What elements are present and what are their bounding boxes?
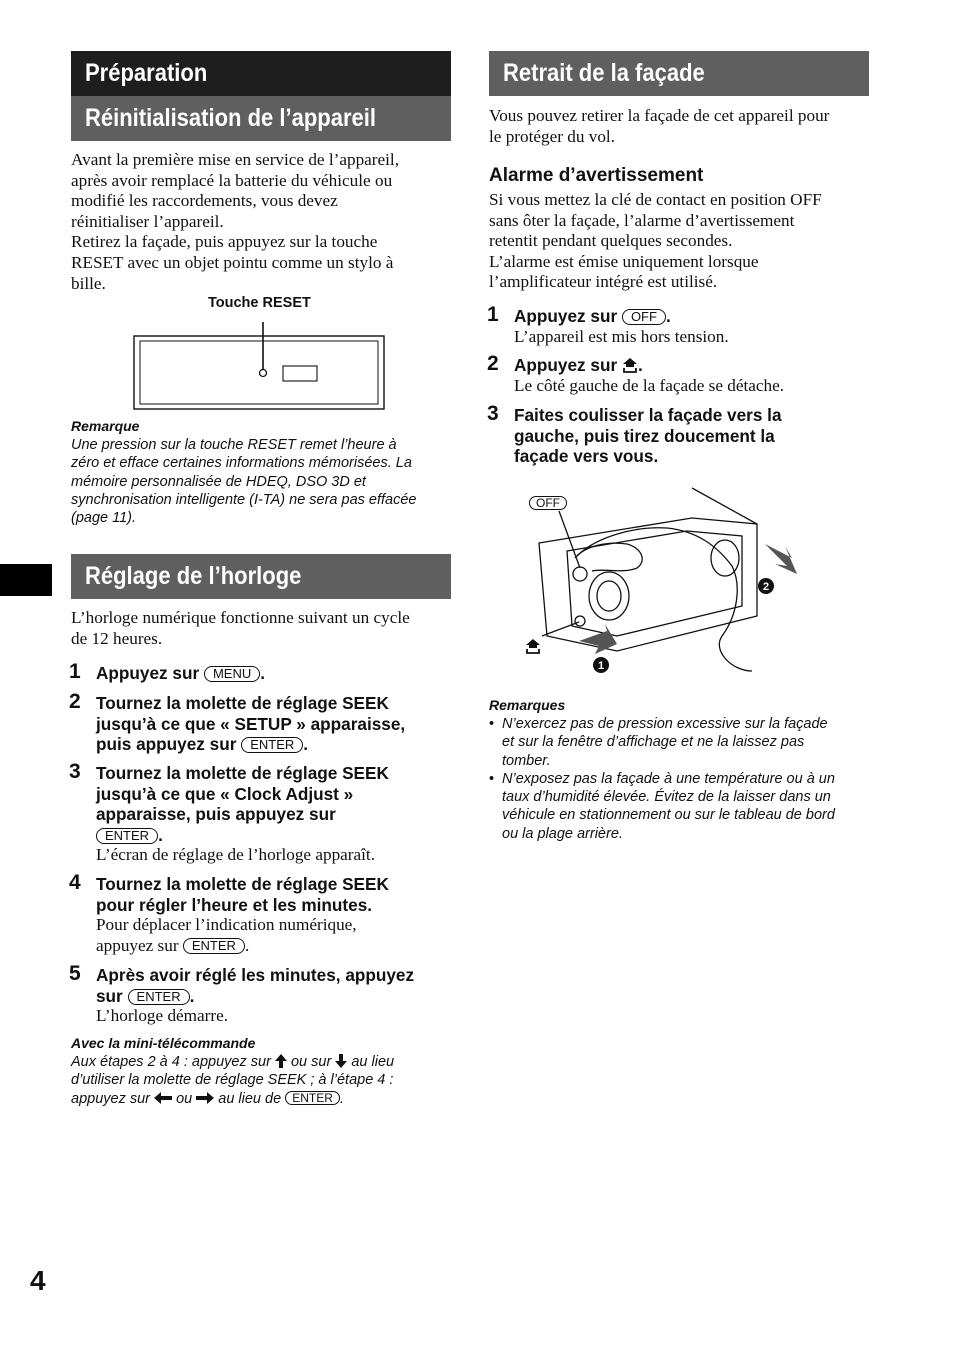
clock-step-1 bbox=[69, 660, 456, 684]
step-end: . bbox=[637, 355, 643, 375]
step-end: . bbox=[665, 306, 671, 326]
arrow-up-icon bbox=[275, 1054, 287, 1068]
step-sub: Le côté gauche de la façade se détache. bbox=[514, 375, 785, 395]
reset-line: RESET avec un objet pointu comme un stylo à bbox=[71, 252, 394, 272]
step-end: . bbox=[303, 734, 309, 755]
step-line: apparaisse, puis appuyez sur bbox=[96, 804, 336, 825]
note-text: ou sur bbox=[290, 1054, 332, 1070]
faceplate-heading: Retrait de la façade bbox=[503, 59, 705, 87]
clock-step-2 bbox=[69, 690, 456, 755]
reset-line: modifié les raccordements, vous devez bbox=[71, 191, 338, 211]
clock-intro-line: de 12 heures. bbox=[71, 628, 163, 648]
reset-line: Retirez la façade, puis appuyez sur la touche bbox=[71, 232, 378, 252]
alarm-heading: Alarme d’avertissement bbox=[489, 165, 704, 186]
note-line: zéro et efface certaines informations mémorisées. La bbox=[71, 455, 412, 472]
note-line: mémoire personnalisée de HDEQ, DSO 3D et bbox=[71, 473, 366, 490]
faceplate-intro bbox=[489, 106, 879, 147]
step-end: . bbox=[244, 935, 250, 955]
alarm-paragraph bbox=[489, 190, 879, 293]
note-line: (page 11). bbox=[71, 510, 137, 527]
step-line: Faites coulisser la façade vers la bbox=[514, 405, 782, 425]
unit-slot bbox=[283, 366, 317, 381]
reset-heading: Réinitialisation de l’appareil bbox=[85, 104, 376, 132]
step-number: 3 bbox=[487, 402, 499, 425]
note-line: taux d’humidité élevée. Évitez de la laisser dans un bbox=[502, 789, 831, 806]
release-button-shape bbox=[575, 616, 585, 626]
note-text: au lieu de bbox=[218, 1090, 282, 1107]
clock-heading: Réglage de l’horloge bbox=[85, 562, 302, 590]
remote-heading: Avec la mini-télécommande bbox=[71, 1035, 256, 1051]
arrow-down-icon bbox=[335, 1054, 347, 1068]
step-line: façade vers vous. bbox=[514, 446, 659, 467]
enter-button[interactable]: ENTER bbox=[241, 737, 303, 753]
page-number: 4 bbox=[30, 1265, 46, 1296]
list-item bbox=[489, 770, 879, 843]
enter-button[interactable]: ENTER bbox=[183, 938, 245, 954]
enter-button[interactable]: ENTER bbox=[285, 1091, 340, 1105]
intro-line: Vous pouvez retirer la façade de cet appareil pour bbox=[489, 106, 830, 125]
note-line: • N’exposez pas la façade à une température ou à un bbox=[502, 770, 835, 787]
release-icon-figure bbox=[526, 639, 540, 653]
step-line: puis appuyez sur bbox=[96, 734, 237, 755]
step-number: 2 bbox=[487, 352, 499, 375]
step-line: jusqu’à ce que « Clock Adjust » bbox=[96, 783, 354, 804]
alarm-line: Si vous mettez la clé de contact en position OFF bbox=[489, 190, 822, 209]
step-end: . bbox=[158, 824, 163, 845]
off-label: OFF bbox=[529, 496, 567, 510]
finger-outline bbox=[575, 543, 642, 571]
alarm-line: L’alarme est émise uniquement lorsque bbox=[489, 251, 759, 271]
step-text: Appuyez sur bbox=[514, 306, 618, 326]
step-sub: L’horloge démarre. bbox=[96, 1006, 229, 1026]
clock-intro-line: L’horloge numérique fonctionne suivant un cycle bbox=[71, 608, 410, 627]
step-line: jusqu’à ce que « SETUP » apparaisse, bbox=[96, 713, 406, 734]
step-line: Tournez la molette de réglage SEEK bbox=[96, 874, 389, 894]
reset-paragraph bbox=[71, 150, 461, 294]
clock-heading-bar bbox=[71, 554, 451, 599]
note-line: • N’exercez pas de pression excessive sur la façade bbox=[502, 716, 828, 732]
arrow-left-icon bbox=[154, 1092, 172, 1104]
step-number: 1 bbox=[487, 303, 499, 326]
reset-note-heading: Remarque bbox=[71, 418, 140, 434]
step-sub: L’écran de réglage de l’horloge apparaît. bbox=[96, 845, 375, 865]
faceplate-heading-bar bbox=[489, 51, 869, 96]
reset-line: bille. bbox=[71, 273, 106, 293]
note-text: d’utiliser la molette de réglage SEEK ; à l’étape 4 : bbox=[71, 1072, 394, 1089]
faceplate-step-1 bbox=[487, 303, 874, 347]
faceplate-step-2 bbox=[487, 352, 874, 396]
alarm-line: l’amplificateur intégré est utilisé. bbox=[489, 272, 718, 292]
step-text: Appuyez sur bbox=[514, 355, 618, 375]
alarm-line: sans ôter la façade, l’alarme d’avertissement bbox=[489, 210, 795, 230]
note-text: appuyez sur bbox=[71, 1090, 150, 1107]
reset-heading-bar bbox=[71, 96, 451, 141]
note-line: et sur la fenêtre d’affichage et ne la laissez pas bbox=[502, 734, 805, 751]
clock-step-4 bbox=[69, 871, 456, 956]
clock-step-3 bbox=[69, 760, 456, 866]
step-number: 2 bbox=[69, 690, 81, 713]
reset-note bbox=[71, 436, 461, 527]
reset-line: après avoir remplacé la batterie du véhicule ou bbox=[71, 170, 393, 190]
reset-unit-figure bbox=[131, 316, 391, 414]
step-line: pour régler l’heure et les minutes. bbox=[96, 894, 373, 915]
marker-2-label: 2 bbox=[762, 581, 770, 593]
faceplate-step-3 bbox=[487, 402, 874, 467]
step-number: 4 bbox=[69, 871, 81, 894]
step-sub: appuyez sur bbox=[96, 935, 179, 955]
section-title: Préparation bbox=[85, 59, 208, 87]
clock-step-5 bbox=[69, 962, 456, 1027]
note-line: véhicule en stationnement ou sur le tableau de bord bbox=[502, 807, 835, 824]
note-line: tomber. bbox=[502, 752, 551, 769]
arrow-right-icon bbox=[196, 1092, 214, 1104]
release-pointer-line bbox=[542, 622, 579, 636]
reset-button-hole bbox=[260, 370, 267, 377]
step-line: Tournez la molette de réglage SEEK bbox=[96, 763, 389, 783]
reset-line: Avant la première mise en service de l’appareil, bbox=[71, 150, 399, 169]
reset-figure-label: Touche RESET bbox=[208, 295, 311, 311]
release-icon[interactable] bbox=[622, 357, 638, 373]
note-line: Une pression sur la touche RESET remet l’heure à bbox=[71, 437, 397, 453]
step-line: gauche, puis tirez doucement la bbox=[514, 425, 775, 446]
reset-line: réinitialiser l’appareil. bbox=[71, 211, 224, 231]
menu-button[interactable]: MENU bbox=[204, 666, 260, 682]
step-sub: Pour déplacer l’indication numérique, bbox=[96, 915, 357, 935]
enter-button[interactable]: ENTER bbox=[128, 989, 190, 1005]
step-sub: L’appareil est mis hors tension. bbox=[514, 326, 729, 346]
step-line: Après avoir réglé les minutes, appuyez bbox=[96, 965, 415, 985]
note-text: Aux étapes 2 à 4 : appuyez sur bbox=[71, 1054, 271, 1070]
clock-intro bbox=[71, 608, 461, 649]
step-text: Appuyez sur bbox=[96, 663, 200, 683]
step-line: Tournez la molette de réglage SEEK bbox=[96, 693, 389, 713]
step-end: . bbox=[189, 985, 195, 1006]
intro-line: le protéger du vol. bbox=[489, 126, 616, 146]
faceplate-removal-figure bbox=[517, 486, 807, 676]
step-number: 1 bbox=[69, 660, 81, 683]
note-line: ou la plage arrière. bbox=[502, 825, 623, 842]
note-text: . bbox=[339, 1090, 344, 1107]
step-end: . bbox=[260, 663, 265, 683]
section-title-bar bbox=[71, 51, 451, 96]
notes-heading: Remarques bbox=[489, 697, 566, 713]
marker-1-label: 1 bbox=[597, 660, 605, 672]
step-line: sur bbox=[96, 985, 123, 1006]
off-button-shape bbox=[573, 567, 587, 581]
remote-note bbox=[71, 1053, 461, 1108]
volume-dial-inner bbox=[597, 581, 621, 611]
off-button[interactable]: OFF bbox=[622, 309, 666, 325]
volume-dial bbox=[589, 572, 629, 620]
chapter-tab bbox=[0, 564, 52, 596]
notes-list bbox=[489, 715, 879, 843]
step-number: 3 bbox=[69, 760, 81, 783]
enter-button[interactable]: ENTER bbox=[96, 828, 158, 844]
step-number: 5 bbox=[69, 962, 81, 985]
arrow-pull-icon bbox=[765, 544, 797, 574]
note-line: synchronisation intelligente (I-TA) ne sera pas effacée bbox=[71, 491, 417, 508]
alarm-line: retentit pendant quelques secondes. bbox=[489, 231, 733, 251]
note-text: ou bbox=[176, 1090, 193, 1107]
list-item bbox=[489, 715, 879, 770]
note-text: au lieu bbox=[351, 1054, 395, 1070]
